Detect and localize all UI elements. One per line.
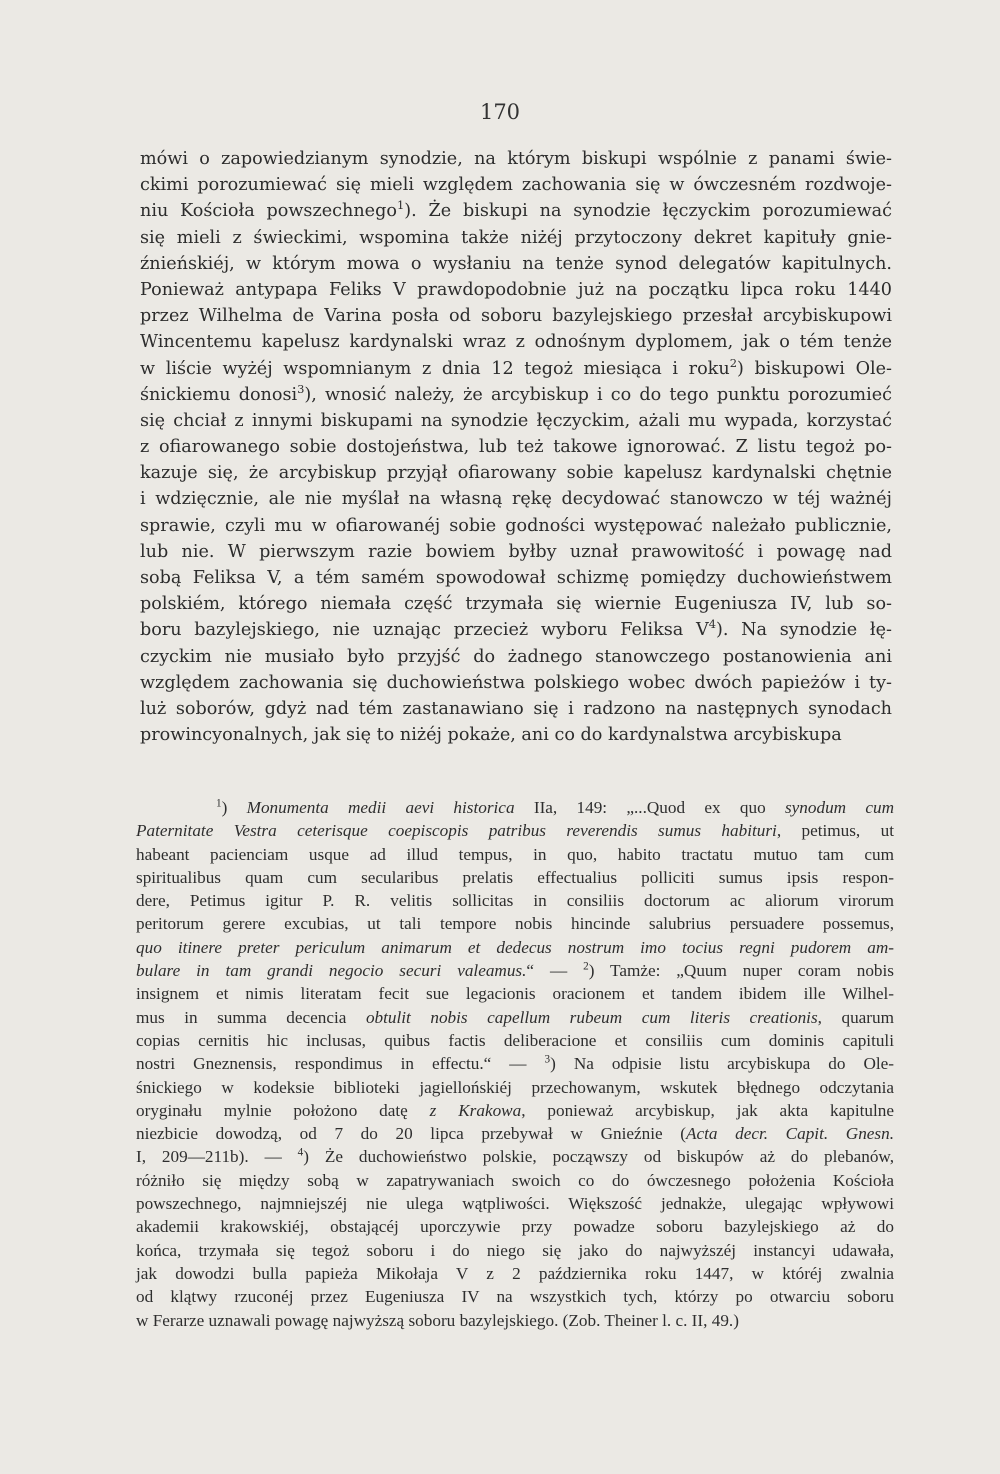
footnote-line: insignem et nimis literatam fecit sue legacionis oracionem et tandem ibidem ille Wilhel-	[136, 984, 894, 1004]
footnote-line: copias cernitis hic inclusas, quibus factis deliberacione et consiliis cum dominis capituli	[136, 1030, 894, 1050]
body-line: lub nie. W pierwszym razie bowiem byłby uznał prawowitość i powagę nad	[140, 541, 892, 562]
body-line: się chciał z innymi biskupami na synodzie łęczyckim, ażali mu wypada, korzystać	[140, 410, 892, 431]
body-line: sobą Feliksa V, a tém samém spowodował schizmę pomiędzy duchowieństwem	[140, 568, 892, 588]
footnote-line: I, 209—211b). — $^4$) Że duchowieństwo polskie, począwszy od biskupów aż do plebanów,	[136, 1146, 894, 1167]
body-line: śnickiemu donosi$^3$), wnosić należy, że arcybiskup i co do tego punktu porozumieć	[140, 381, 892, 405]
footnote-line: końca, trzymała się tegoż soboru i do niego się jako do najwyższéj instancyi udawała,	[136, 1240, 894, 1260]
footnote-line: quo itinere preter periculum animarum et dedecus nostrum imo tocius regni pudorem am-	[136, 937, 894, 957]
footnote-line: Paternitate Vestra ceterisque coepiscopis patribus reverendis sumus habituri, petimus, ut	[136, 821, 894, 841]
body-line: luż soborów, gdyż nad tém zastanawiano się i radzono na następnych synodach	[140, 698, 892, 719]
footnote-line: od klątwy rzuconéj przez Eugeniusza IV na wszystkich tych, którzy po otwarciu soboru	[136, 1287, 894, 1307]
footnote-line: jak dowodzi bulla papieża Mikołaja V z 2 października roku 1447, w któréj zwalnia	[136, 1263, 894, 1283]
footnote-line: peritorum gerere excubias, ut tali tempore nobis hincinde salubrius persuadere possemus,	[136, 914, 894, 934]
body-line: względem zachowania się duchowieństwa polskiego wobec dwóch papieżów i ty-	[140, 672, 892, 693]
page-number: 170	[479, 100, 521, 124]
footnote-line: dere, Petimus igitur P. R. velitis sollicitas in consiliis doctorum ac aliorum virorum	[136, 891, 894, 911]
footnote-line: bulare in tam grandi negocio securi valeamus.“ — $^2$) Tamże: „Quum nuper coram nobis	[136, 960, 894, 981]
footnote-line: niezbicie dowodzą, od 7 do 20 lipca przebywał w Gnieźnie (Acta decr. Capit. Gnesn.	[136, 1124, 894, 1144]
footnote-line: w Ferarze uznawali powagę najwyższą soboru bazylejskiego. (Zob. Theiner l. c. II, 49.)	[136, 1310, 739, 1330]
body-line: się mieli z świeckimi, wspomina także niżéj przytoczony dekret kapituły gnie-	[140, 227, 892, 248]
body-line: Wincentemu kapelusz kardynalski wraz z odnośnym dyplomem, jak o tém tenże	[140, 332, 892, 353]
footnote-line: mus in summa decencia obtulit nobis capellum rubeum cum literis creationis, quarum	[136, 1007, 894, 1027]
main-text	[140, 146, 892, 748]
body-line: prowincyonalnych, jak się to niżéj pokaże, ani co do kardynalstwa arcybiskupa	[140, 725, 842, 746]
footnote-line: różniło się między sobą w zapatrywaniach swoich co do ówczesnego położenia Kościoła	[136, 1170, 894, 1190]
body-line: ckimi porozumiewać się mieli względem zachowania się w ówczesném rozdwoje-	[140, 175, 892, 196]
body-line: i wdzięcznie, ale nie myślał na własną rękę decydować stanowczo w téj ważnéj	[140, 489, 892, 510]
body-line: mówi o zapowiedzianym synodzie, na którym biskupi wspólnie z panami świe-	[140, 149, 892, 169]
body-line: niu Kościoła powszechnego$^1$). Że biskupi na synodzie łęczyckim porozumiewać	[140, 198, 892, 222]
body-line: boru bazylejskiego, nie uznając przecież wyboru Feliksa $V^4$). Na synodzie łę-	[140, 617, 892, 641]
footnote-line: oryginału mylnie położono datę z Krakowa, ponieważ arcybiskup, jak akta kapitulne	[136, 1100, 894, 1120]
body-line: z ofiarowanego sobie dostojeństwa, lub też takowe ignorować. Z listu tegoż po-	[140, 437, 892, 458]
body-line: polskiém, którego niemała część trzymała się wiernie Eugeniusza IV, lub so-	[140, 594, 892, 615]
body-line: sprawie, czyli mu w ofiarowanéj sobie godności występować należało publicznie,	[140, 515, 892, 536]
body-line: czyckim nie musiało było przyjść do żadnego stanowczego postanowienia ani	[140, 646, 892, 667]
footnote-line: spiritualibus quam cum secularibus prelatis effectualius polliciti sumus ipsis respon-	[136, 867, 894, 887]
body-line: Ponieważ antypapa Feliks V prawdopodobnie już na początku lipca roku 1440	[140, 279, 892, 300]
footnote-line: $^1$) Monumenta medii aevi historica IIa, 149: „...Quod ex quo synodum cum	[216, 797, 895, 817]
footnotes	[136, 796, 894, 1332]
footnote-line: habeant pacienciam usque ad illud tempus, in quo, habito tractatu mutuo tam cum	[136, 844, 894, 864]
body-line: w liście wyżéj wspomnianym z dnia 12 tegoż miesiąca i roku$^2$) biskupowi Ole-	[140, 355, 892, 379]
footnote-line: nostri Gneznensis, respondimus in effectu.“ — $^3$) Na odpisie listu arcybiskupa do Ole-	[136, 1053, 894, 1074]
body-line: kazuje się, że arcybiskup przyjął ofiarowany sobie kapelusz kardynalski chętnie	[140, 463, 892, 484]
body-line: źnieńskiéj, w którym mowa o wysłaniu na tenże synod delegatów kapitulnych.	[140, 253, 892, 274]
footnote-line: śnickiego w kodeksie biblioteki jagiellońskiéj przechowanym, wskutek błędnego odczytania	[136, 1077, 894, 1097]
body-line: przez Wilhelma de Varina posła od soboru bazylejskiego przesłał arcybiskupowi	[140, 306, 892, 327]
footnote-line: powszechnego, najmniejszéj nie ulega wątpliwości. Większość jednakże, ulegając wpływowi	[136, 1194, 894, 1214]
footnote-line: akademii krakowskiéj, obstającéj uporczywie przy powadze soboru bazylejskiego aż do	[136, 1217, 894, 1237]
